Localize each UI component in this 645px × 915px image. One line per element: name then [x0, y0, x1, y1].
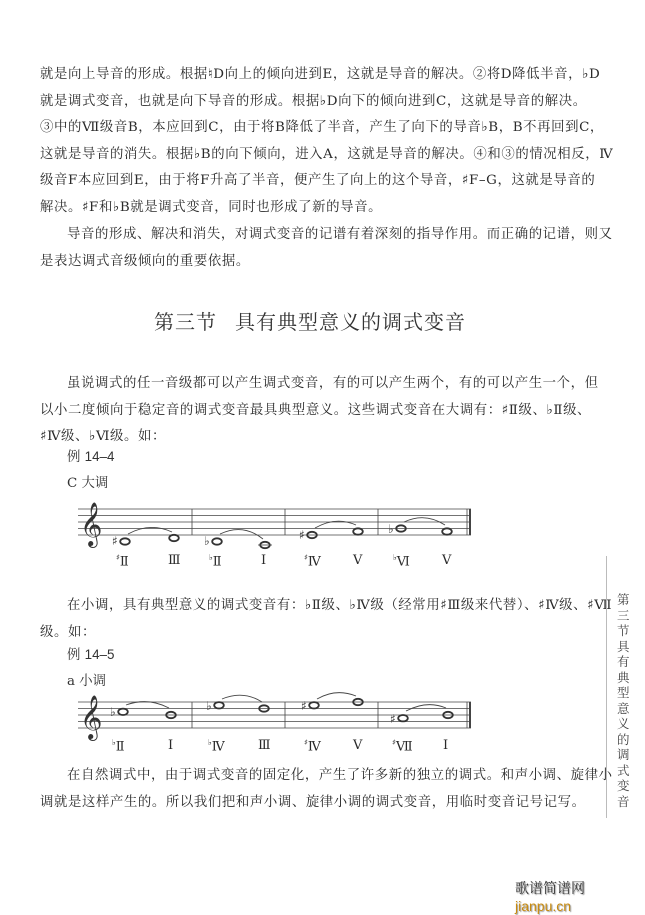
svg-text:♭: ♭: [204, 534, 210, 548]
staff-notation: [78, 497, 473, 587]
text-line: 在自然调式中，由于调式变音的固定化，产生了许多新的独立的调式。和声小调、旋律小: [67, 768, 613, 783]
degree-label: Ⅰ: [443, 738, 449, 753]
svg-text:♭: ♭: [206, 699, 212, 713]
degree-label: Ⅲ: [168, 553, 181, 568]
degree-label: Ⅴ: [353, 553, 363, 568]
watermark-site-name: 歌谱简谱网: [515, 881, 585, 897]
svg-text:♯: ♯: [301, 699, 307, 713]
example-label: 例 14–4: [67, 449, 115, 465]
treble-clef-icon: 𝄞: [80, 502, 103, 546]
text-line: 级。如：: [40, 624, 96, 640]
text-line: 在小调，具有典型意义的调式变音有：♭Ⅱ级、♭Ⅳ级（经常用♯Ⅲ级来代替）、♯Ⅳ级、♯Ⅶ: [67, 598, 613, 613]
paragraph-notation-guidance: [40, 222, 613, 275]
watermark: [515, 878, 645, 915]
section-number: 第三节: [154, 310, 217, 334]
text-line: 调就是这样产生的。所以我们把和声小调、旋律小调的调式变音，用临时变音记号记写。: [40, 794, 586, 810]
paragraph-leading-tone-analysis: [40, 62, 614, 221]
watermark-url: jianpu.cn: [515, 898, 572, 914]
section-name: 具有典型意义的调式变音: [235, 310, 466, 334]
svg-text:♭: ♭: [388, 522, 394, 536]
text-line: 是表达调式音级倾向的重要依据。: [40, 253, 250, 269]
side-section-tab: [606, 556, 643, 818]
text-line: ♯Ⅳ级、♭Ⅵ级。如：: [40, 429, 166, 444]
paragraph-harmonic-melodic-minor: [40, 763, 613, 816]
text-line: 级音F本应回到E，由于将F升高了半音，便产生了向上的这个导音，♯F–G，这就是导音的: [40, 173, 596, 188]
text-line: 虽说调式的任一音级都可以产生调式变音，有的可以产生两个，有的可以产生一个，但: [67, 376, 599, 391]
degree-label: ♯Ⅳ: [304, 738, 321, 755]
degree-label: ♭Ⅳ: [208, 738, 225, 755]
treble-clef-icon: 𝄞: [80, 695, 103, 739]
degree-label: Ⅲ: [258, 738, 271, 753]
text-line: 就是调式变音，也就是向下导音的形成。根据♭D向下的倾向进到C，这就是导音的解决。: [40, 93, 587, 109]
text-line: 解决。♯F和♭B就是调式变音，同时也形成了新的导音。: [40, 199, 383, 215]
degree-label: ♭Ⅱ: [209, 553, 222, 570]
degree-label: ♯Ⅳ: [304, 553, 321, 570]
degree-label: Ⅴ: [353, 738, 363, 753]
degree-label: ♭Ⅵ: [393, 553, 410, 570]
degree-label: ♭Ⅱ: [112, 738, 125, 755]
degree-label: Ⅴ: [442, 553, 452, 568]
text-line: 导音的形成、解决和消失，对调式变音的记谱有着深刻的指导作用。而正确的记谱，则又: [67, 227, 613, 242]
section-title: [0, 306, 620, 335]
degree-label: Ⅰ: [261, 553, 267, 568]
example-key-label: C 大调: [67, 476, 109, 491]
text-line: 就是向上导音的形成。根据♮D向上的倾向进到E，这就是导音的解决。②将D降低半音，♭D: [40, 67, 601, 82]
paragraph-major-chromatic-intro: [40, 371, 599, 451]
degree-label: ♯Ⅱ: [116, 553, 129, 570]
text-line: 这就是导音的消失。根据♭B的向下倾向，进入A，这就是导音的解决。④和③的情况相反，Ⅳ: [40, 146, 614, 162]
svg-text:♯: ♯: [112, 534, 118, 548]
paragraph-minor-chromatic-intro: [40, 593, 613, 646]
degree-label: Ⅰ: [168, 738, 174, 753]
degree-label: ♯Ⅶ: [392, 738, 413, 755]
svg-text:♯: ♯: [299, 528, 305, 542]
example-label: 例 14–5: [67, 647, 115, 663]
text-line: 以小二度倾向于稳定音的调式变音最具典型意义。这些调式变音在大调有：♯Ⅱ级、♭Ⅱ级、: [40, 402, 592, 418]
music-staff-example-14-4: [78, 497, 473, 587]
side-tab-text: 第三节 具有典型意义的调式变音: [617, 592, 643, 809]
text-line: ③中的Ⅶ级音B，本应回到C，由于将B降低了半音，产生了向下的导音♭B，B不再回到C，: [40, 120, 604, 135]
svg-text:♯: ♯: [390, 712, 396, 726]
example-key-label: a 小调: [67, 674, 107, 689]
svg-text:♭: ♭: [110, 705, 116, 719]
